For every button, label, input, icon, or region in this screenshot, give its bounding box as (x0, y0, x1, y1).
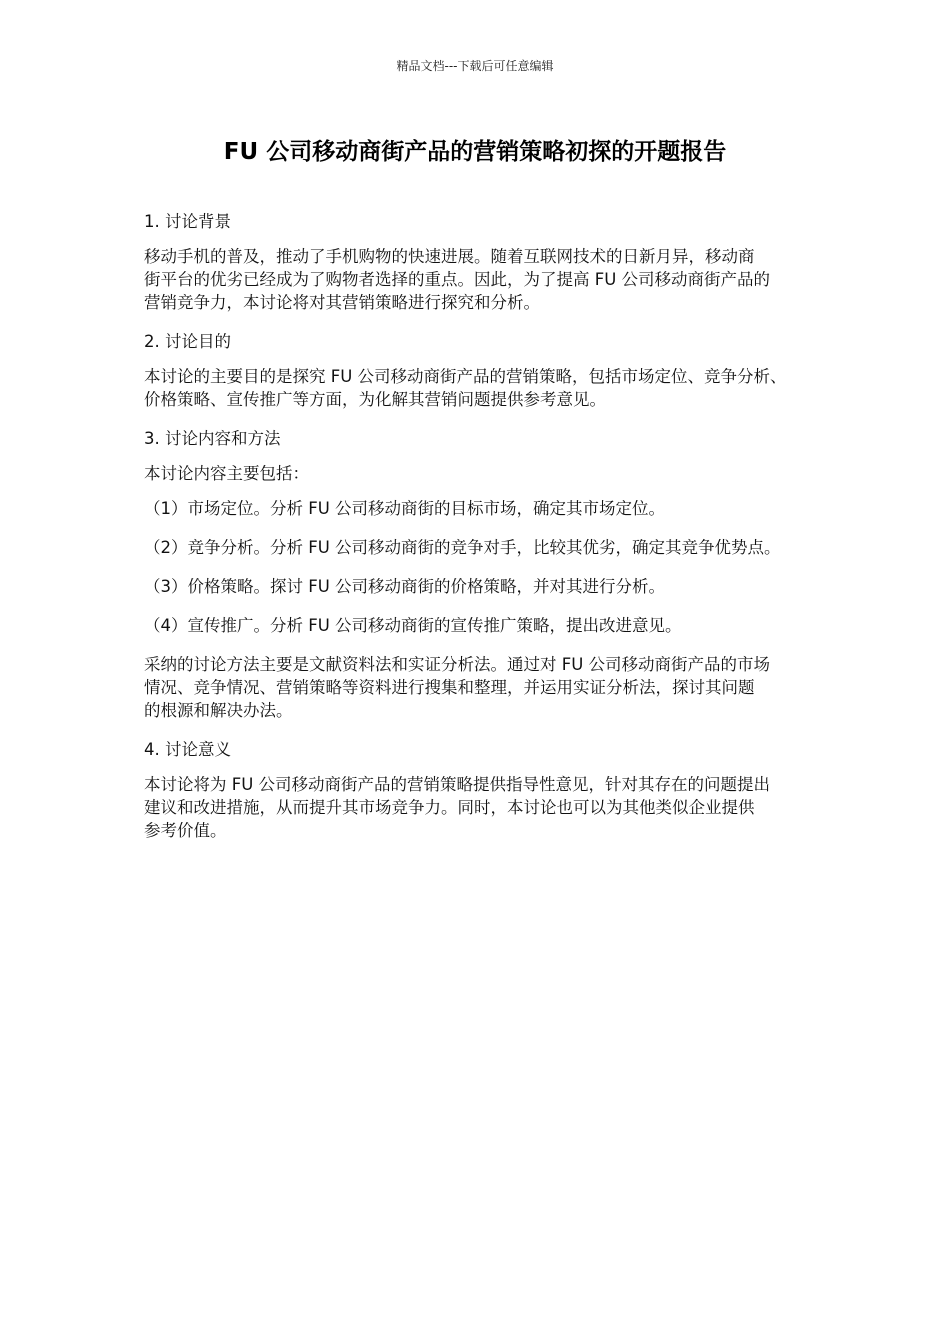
paragraph-line: 本讨论的主要目的是探究 FU 公司移动商街产品的营销策略，包括市场定位、竞争分析、 (144, 367, 787, 386)
page-header-note: 精品文档---下载后可任意编辑 (396, 59, 554, 73)
section-1-heading: 1. 讨论背景 (144, 212, 231, 231)
paragraph-line: 建议和改进措施，从而提升其市场竞争力。同时，本讨论也可以为其他类似企业提供 (144, 798, 755, 817)
section-3-intro: 本讨论内容主要包括： (144, 464, 309, 483)
list-item: （3）价格策略。探讨 FU 公司移动商街的价格策略，并对其进行分析。 (144, 577, 666, 596)
list-item: （1）市场定位。分析 FU 公司移动商街的目标市场，确定其市场定位。 (144, 499, 666, 518)
paragraph-line: 移动手机的普及，推动了手机购物的快速进展。随着互联网技术的日新月异，移动商 (144, 247, 755, 266)
section-4-paragraph (144, 773, 816, 842)
paragraph-line: 街平台的优劣已经成为了购物者选择的重点。因此，为了提高 FU 公司移动商街产品的 (144, 270, 771, 289)
list-item: （2）竞争分析。分析 FU 公司移动商街的竞争对手，比较其优劣，确定其竞争优势点。 (144, 538, 781, 557)
paragraph-line: 的根源和解决办法。 (144, 701, 293, 720)
paragraph-line: 营销竞争力，本讨论将对其营销策略进行探究和分析。 (144, 293, 540, 312)
paragraph-line: 本讨论将为 FU 公司移动商街产品的营销策略提供指导性意见，针对其存在的问题提出 (144, 775, 771, 794)
paragraph-line: 采纳的讨论方法主要是文献资料法和实证分析法。通过对 FU 公司移动商街产品的市场 (144, 655, 771, 674)
section-3-heading: 3. 讨论内容和方法 (144, 429, 281, 448)
section-4-heading: 4. 讨论意义 (144, 740, 231, 759)
paragraph-line: 价格策略、宣传推广等方面，为化解其营销问题提供参考意见。 (144, 390, 606, 409)
section-2-paragraph (144, 365, 816, 411)
list-item: （4）宣传推广。分析 FU 公司移动商街的宣传推广策略，提出改进意见。 (144, 616, 682, 635)
document-title: FU 公司移动商街产品的营销策略初探的开题报告 (223, 139, 727, 165)
document-body (144, 210, 816, 858)
paragraph-line: 参考价值。 (144, 821, 227, 840)
paragraph-line: 情况、竞争情况、营销策略等资料进行搜集和整理，并运用实证分析法，探讨其问题 (144, 678, 755, 697)
section-1-paragraph (144, 245, 816, 314)
section-3-method-paragraph (144, 653, 816, 722)
section-2-heading: 2. 讨论目的 (144, 332, 231, 351)
